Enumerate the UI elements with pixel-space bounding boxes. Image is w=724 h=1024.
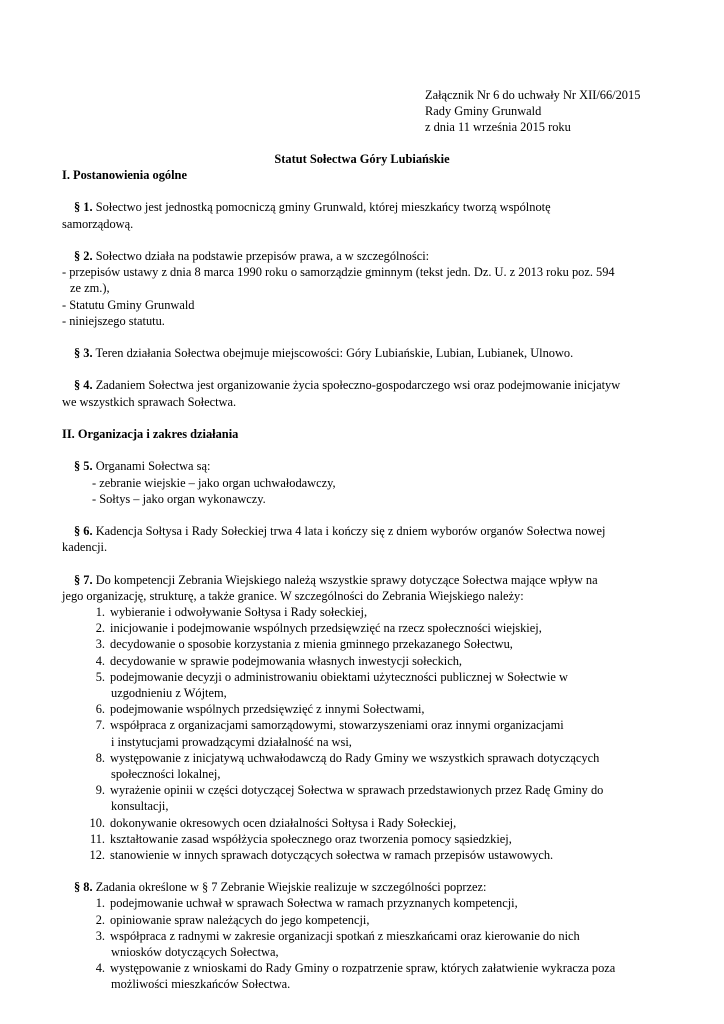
list-item: ze zm.), [70, 281, 110, 296]
list-text: stanowienie w innych sprawach dotyczących sołectwa w ramach przepisów ustawowych. [110, 847, 554, 862]
list-text: inicjowanie i podejmowanie wspólnych przedsięwzięć na rzecz społeczności wiejskiej, [110, 621, 542, 636]
list-number: 7. [95, 718, 105, 733]
list-text: dokonywanie okresowych ocen działalności Sołtysa i Rady Sołeckiej, [110, 815, 457, 830]
list-item [62, 782, 667, 798]
list-text: opiniowanie spraw należących do jego kompetencji, [110, 912, 370, 927]
list-text: kształtowanie zasad współżycia społecznego oraz tworzenia pomocy sąsiedzkiej, [110, 831, 512, 846]
list-item [62, 653, 667, 669]
paragraph-mark: § 5. [74, 459, 93, 474]
task-list [62, 895, 667, 992]
list-item-continuation: i instytucjami prowadzącymi działalność na wsi, [111, 734, 352, 749]
list-item: - Sołtys – jako organ wykonawczy. [92, 491, 266, 506]
paragraph-mark: § 8. [74, 880, 93, 895]
attachment-header [425, 87, 640, 136]
list-item [62, 815, 667, 831]
list-item [62, 912, 667, 928]
list-number: 12. [89, 847, 105, 862]
paragraph-3: § 3. Teren działania Sołectwa obejmuje miejscowości: Góry Lubiańskie, Lubian, Lubianek, Ulnowo. [74, 346, 574, 361]
paragraph-4: § 4. Zadaniem Sołectwa jest organizowanie życia społeczno-gospodarczego wsi oraz podejmowanie inicjatyw [74, 378, 621, 393]
paragraph-7: § 7. Do kompetencji Zebrania Wiejskiego należą wszystkie sprawy dotyczące Sołectwa mające wpływ na [74, 572, 598, 587]
paragraph-text: samorządową. [62, 216, 134, 231]
list-item: - zebranie wiejskie – jako organ uchwałodawczy, [92, 475, 336, 490]
paragraph-2: § 2. Sołectwo działa na podstawie przepisów prawa, a w szczególności: [74, 248, 430, 263]
header-line: Rady Gminy Grunwald [425, 104, 542, 119]
list-item: - niniejszego statutu. [62, 313, 165, 328]
document-title: Statut Sołectwa Góry Lubiańskie [274, 152, 450, 166]
competence-list [62, 604, 667, 863]
list-item-continuation: wniosków dotyczących Sołectwa, [111, 945, 279, 959]
paragraph-text: jego organizację, strukturę, a także granice. W szczególności do Zebrania Wiejskiego należy: [62, 588, 524, 603]
list-number: 5. [95, 669, 105, 684]
list-text: występowanie z wnioskami do Rady Gminy o rozpatrzenie spraw, których załatwienie wykracza poza [110, 961, 616, 976]
list-number: 2. [95, 912, 105, 927]
list-item [62, 636, 667, 652]
list-item [62, 750, 667, 766]
list-item [62, 831, 667, 847]
list-text: podejmowanie decyzji o administrowaniu obiektami użyteczności publicznej w Sołectwie w [110, 669, 568, 684]
list-text: wybieranie i odwoływanie Sołtysa i Rady sołeckiej, [110, 605, 368, 620]
paragraph-8: § 8. Zadania określone w § 7 Zebranie Wiejskie realizuje w szczególności poprzez: [74, 880, 487, 895]
document-body [62, 167, 667, 993]
list-number: 1. [95, 605, 105, 620]
list-item-continuation: społeczności lokalnej, [111, 766, 221, 781]
paragraph-5: § 5. Organami Sołectwa są: [74, 459, 211, 474]
list-number: 9. [95, 783, 105, 798]
paragraph-1: § 1. Sołectwo jest jednostką pomocniczą gminy Grunwald, której mieszkańcy tworzą wspólnotę [74, 200, 551, 215]
list-item-continuation: konsultacji, [111, 799, 169, 814]
list-number: 3. [95, 637, 105, 652]
paragraph-mark: § 7. [74, 572, 93, 587]
list-text: współpraca z organizacjami samorządowymi, stowarzyszeniami oraz innymi organizacjami [110, 718, 564, 733]
list-number: 4. [95, 961, 105, 976]
list-text: współpraca z radnymi w zakresie organizacji spotkań z mieszkańcami oraz kierowanie do nich [110, 928, 580, 943]
list-number: 3. [95, 928, 105, 943]
list-item [62, 669, 667, 685]
list-number: 11. [89, 831, 105, 846]
list-text: wyrażenie opinii w części dotyczącej Sołectwa w sprawach przedstawionych przez Radę Gminy do [110, 783, 604, 798]
list-number: 10. [89, 815, 105, 830]
list-text: występowanie z inicjatywą uchwałodawczą do Rady Gminy we wszystkich sprawach dotyczących [110, 750, 600, 765]
list-item-continuation: uzgodnieniu z Wójtem, [111, 686, 227, 700]
list-text: decydowanie o sposobie korzystania z mienia gminnego przekazanego Sołectwu, [110, 637, 513, 652]
paragraph-text: we wszystkich sprawach Sołectwa. [62, 394, 237, 409]
list-item: - przepisów ustawy z dnia 8 marca 1990 roku o samorządzie gminnym (tekst jedn. Dz. U. z 2013 roku poz. 594 [62, 265, 615, 280]
paragraph-mark: § 2. [74, 248, 93, 263]
list-text: decydowanie w sprawie podejmowania własnych inwestycji sołeckich, [110, 653, 462, 668]
list-number: 6. [95, 702, 105, 717]
paragraph-mark: § 4. [74, 378, 93, 393]
header-line: z dnia 11 września 2015 roku [425, 120, 571, 135]
list-item-continuation: możliwości mieszkańców Sołectwa. [111, 977, 291, 992]
paragraph-mark: § 3. [74, 346, 93, 361]
section-heading: II. Organizacja i zakres działania [62, 427, 239, 441]
list-item [62, 717, 667, 733]
list-item [62, 960, 667, 976]
list-item: - Statutu Gminy Grunwald [62, 297, 195, 312]
paragraph-mark: § 1. [74, 200, 93, 215]
section-heading: I. Postanowienia ogólne [62, 168, 187, 182]
list-item [62, 928, 667, 944]
paragraph-6: § 6. Kadencja Sołtysa i Rady Sołeckiej trwa 4 lata i kończy się z dniem wyborów organów Sołectwa nowej [74, 524, 606, 539]
list-item [62, 620, 667, 636]
list-text: podejmowanie wspólnych przedsięwzięć z innymi Sołectwami, [110, 702, 425, 717]
list-item [62, 701, 667, 717]
list-item [62, 847, 667, 863]
list-item [62, 604, 667, 620]
paragraph-mark: § 6. [74, 524, 93, 539]
list-number: 1. [95, 896, 105, 911]
paragraph-text: kadencji. [62, 540, 108, 555]
list-text: podejmowanie uchwał w sprawach Sołectwa w ramach przyznanych kompetencji, [110, 896, 518, 911]
list-number: 4. [95, 653, 105, 668]
list-number: 2. [95, 621, 105, 636]
list-item [62, 895, 667, 911]
header-line: Załącznik Nr 6 do uchwały Nr XII/66/2015 [425, 88, 641, 102]
list-number: 8. [95, 750, 105, 765]
